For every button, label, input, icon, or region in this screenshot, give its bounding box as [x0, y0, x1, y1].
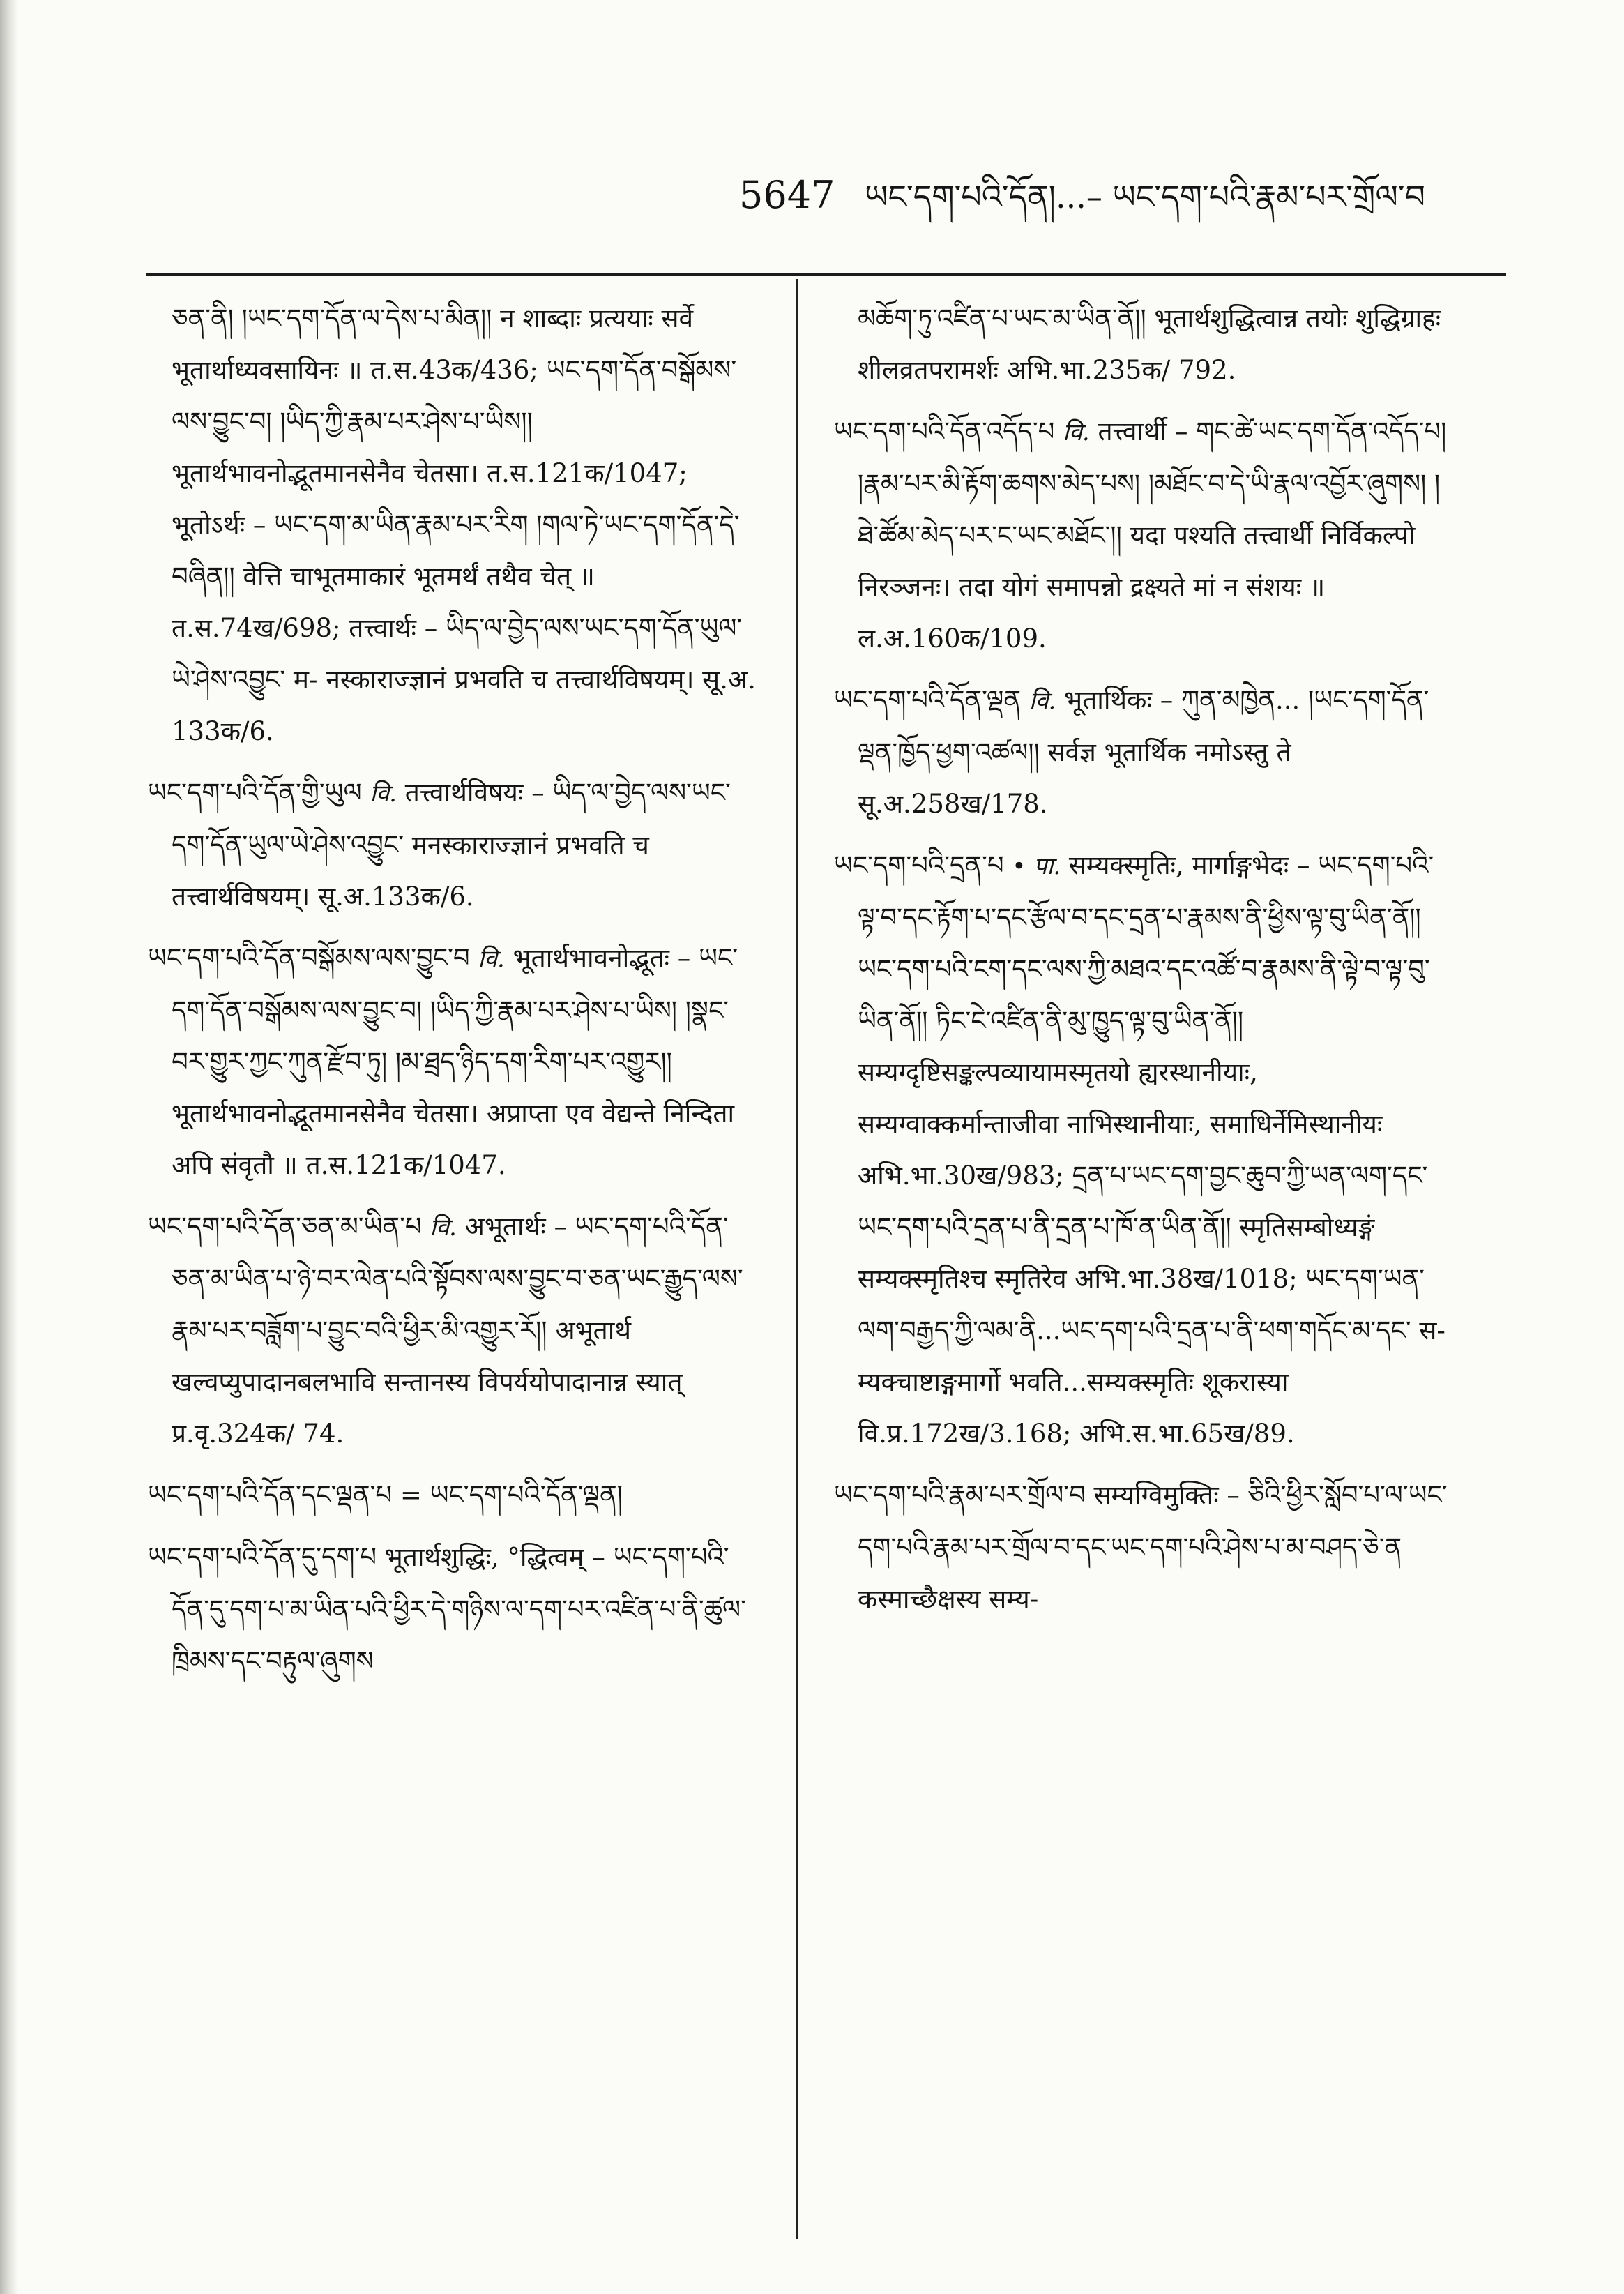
- continued-entry-text: ཅན་ནི། །ཡང་དག་དོན་ལ་དེས་པ་མིན།། न शाब्दाः प्रत्ययाः सर्वे भूतार्थाध्यवसायिनः ॥ त.स.43क/436; ཡང་དག་དོན་བསྒོམས་ལས་བྱུང་བ། །ཡིད་ཀྱི་རྣམ་པར་ཤེས་པ་ཡིས།། भूतार्थभावनोद्भूतमानसेनैव चेतसा। त.स.121क/1047; भूतोऽर्थः – ཡང་དག་མ་ཡིན་རྣམ་པར་རིག །གལ་ཏེ་ཡང་དག་དོན་དེ་བཞིན།། वेत्ति चाभूतमाकारं भूतमर्थं तथैव चेत् ॥ त.स.74ख/698; तत्त्वार्थः – ཡིད་ལ་བྱེད་ལས་ཡང་དག་དོན་ཡུལ་ཡེ་ཤེས་འབྱུང་ म- नस्काराज्ज्ञानं प्रभवति च तत्त्वार्थविषयम्। सू.अ. 133क/6.: [172, 303, 756, 746]
- dictionary-entry: [834, 406, 1448, 665]
- entry-headword: ཡང་དག་པའི་དོན་བསྒོམས་ལས་བྱུང་བ: [148, 943, 470, 973]
- column-divider: [796, 279, 798, 2239]
- page-header: [739, 167, 1464, 223]
- entry-text: तत्त्वार्थी – གང་ཚེ་ཡང་དག་དོན་འདོད་པ། །རྣམ་པར་མི་རྟོག་ཆགས་མེད་པས། །མཐོང་བ་དེ་ཡི་རྣལ་འབྱོར་ཞུགས། །ཐེ་ཚོམ་མེད་པར་ང་ཡང་མཐོང་།། यदा पश्यति तत्त्वार्थी निर्विकल्पो निरञ्जनः। तदा योगं समापन्नो द्रक्ष्यते मां न संशयः ॥ ल.अ.160क/109.: [858, 416, 1447, 654]
- dictionary-entry: [834, 840, 1448, 1460]
- entry-headword: ཡང་དག་པའི་དོན་དང་ལྡན་པ: [148, 1480, 393, 1510]
- entry-headword: ཡང་དག་པའི་དོན་ཅན་མ་ཡིན་པ: [148, 1212, 422, 1242]
- entry-text: सम्यक्स्मृतिः, मार्गाङ्गभेदः – ཡང་དག་པའི་ལྟ་བ་དང་རྟོག་པ་དང་རྩོལ་བ་དང་དྲན་པ་རྣམས་ནི་ཕྱིས་ལྟ་བུ་ཡིན་ནོ།། ཡང་དག་པའི་ངག་དང་ལས་ཀྱི་མཐའ་དང་འཚོ་བ་རྣམས་ནི་ལྟེ་བ་ལྟ་བུ་ཡིན་ནོ།། ཏིང་ངེ་འཛིན་ནི་མུ་ཁྱུད་ལྟ་བུ་ཡིན་ནོ།། सम्यग्दृष्टिसङ्कल्पव्यायामस्मृतयो ह्यरस्थानीयाः, सम्यग्वाक्कर्मान्ताजीवा नाभिस्थानीयाः, समाधिर्नेमिस्थानीयः अभि.भा.30ख/983; དྲན་པ་ཡང་དག་བྱང་ཆུབ་ཀྱི་ཡན་ལག་དང་ཡང་དག་པའི་དྲན་པ་ནི་དྲན་པ་ཁོ་ན་ཡིན་ནོ།། स्मृतिसम्बोध्यङ्गं सम्यक्स्मृतिश्च स्मृतिरेव अभि.भा.38ख/1018; ཡང་དག་ཡན་ལག་བརྒྱད་ཀྱི་ལམ་ནི...ཡང་དག་པའི་དྲན་པ་ནི་ཕག་གདོང་མ་དང་ स- म्यक्चाष्टाङ्गमार्गो भवति...सम्यक्स्मृतिः शूकरास्या वि.प्र.172ख/3.168; अभि.स.भा.65ख/89.: [858, 850, 1445, 1449]
- dictionary-entry: [148, 767, 761, 923]
- entry-pos: वि.: [1029, 687, 1056, 715]
- entry-text: भूतार्थशुद्धिः, °द्धित्वम् – ཡང་དག་པའི་དོན་དུ་དག་པ་མ་ཡིན་པའི་ཕྱིར་དེ་གཉིས་ལ་དག་པར་འཛིན་པ་ནི་ཚུལ་ཁྲིམས་དང་བརྟུལ་ཞུགས: [172, 1542, 746, 1676]
- entry-text: तत्त्वार्थविषयः – ཡིད་ལ་བྱེད་ལས་ཡང་དག་དོན་ཡུལ་ཡེ་ཤེས་འབྱུང་ मनस्काराज्ज्ञानं प्रभवति च तत्त्वार्थविषयम्। सू.अ.133क/6.: [172, 778, 731, 912]
- entry-headword: ཡང་དག་པའི་རྣམ་པར་གྲོལ་བ: [834, 1480, 1086, 1510]
- entry-text: भूतार्थिकः – ཀུན་མཁྱེན... །ཡང་དག་དོན་ལྡན་ཁྱོད་ཕྱག་འཚལ།། सर्वज्ञ भूतार्थिक नमोऽस्तु ते सू.अ.258ख/178.: [858, 685, 1429, 819]
- continued-entry-text: མཆོག་ཏུ་འཛིན་པ་ཡང་མ་ཡིན་ནོ།། भूतार्थशुद्धित्वान्न तयोः शुद्धिग्राहः शीलव्रतपरामर्शः अभि.भा.235क/ 792.: [858, 303, 1441, 385]
- entry-headword: ཡང་དག་པའི་དོན་གྱི་ཡུལ: [148, 778, 362, 808]
- dictionary-entry: [834, 674, 1448, 830]
- entry-pos: वि.: [430, 1214, 457, 1242]
- dictionary-entry: [148, 1532, 761, 1687]
- page-number: 5647: [739, 173, 835, 217]
- entry-pos: • पा.: [1012, 852, 1061, 880]
- dictionary-entry: [148, 933, 761, 1191]
- entry-text: सम्यग्विमुक्तिः – ཅིའི་ཕྱིར་སློབ་པ་ལ་ཡང་དག་པའི་རྣམ་པར་གྲོལ་བ་དང་ཡང་དག་པའི་ཤེས་པ་མ་བཤད་ཅེ་ན कस्माच्छैक्षस्य सम्य-: [858, 1480, 1448, 1614]
- entry-headword: ཡང་དག་པའི་དྲན་པ: [834, 850, 1004, 880]
- entry-headword: ཡང་དག་པའི་དོན་དུ་དག་པ: [148, 1542, 377, 1572]
- scan-binding-edge: [0, 0, 18, 2294]
- entry-pos: वि.: [370, 780, 397, 808]
- entry-headword: ཡང་དག་པའི་དོན་ལྡན: [834, 685, 1022, 715]
- entry-text: = ཡང་དག་པའི་དོན་ལྡན།: [400, 1480, 623, 1510]
- right-column: [834, 293, 1448, 2246]
- entry-headword: ཡང་དག་པའི་དོན་འདོད་པ: [834, 416, 1055, 446]
- running-title: ཡང་དག་པའི་དོན།...– ཡང་དག་པའི་རྣམ་པར་གྲོལ་བ: [865, 178, 1425, 216]
- entry-text: अभूतार्थः – ཡང་དག་པའི་དོན་ཅན་མ་ཡིན་པ་ཉེ་བར་ལེན་པའི་སྟོབས་ལས་བྱུང་བ་ཅན་ཡང་རྒྱུད་ལས་རྣམ་པར་བཟློག་པ་བྱུང་བའི་ཕྱིར་མི་འགྱུར་རོ།། अभूतार्थ खल्वप्युपादानबलभावि सन्तानस्य विपर्ययोपादानान्न स्यात् प्र.वृ.324क/ 74.: [172, 1212, 743, 1449]
- entry-pos: वि.: [1063, 418, 1090, 446]
- left-column: [148, 293, 761, 2246]
- entry-text: भूतार्थभावनोद्भूतः – ཡང་དག་དོན་བསྒོམས་ལས་བྱུང་བ། །ཡིད་ཀྱི་རྣམ་པར་ཤེས་པ་ཡིས། །སྣང་བར་གྱུར་ཀྱང་ཀུན་རྫོབ་ཏུ། །མ་ཐྲད་ཉིད་དག་རིག་པར་འགྱུར།། भूतार्थभावनोद्भूतमानसेनैव चेतसा। अप्राप्ता एव वेद्यन्ते निन्दिता अपि संवृतौ ॥ त.स.121क/1047.: [172, 943, 738, 1180]
- header-rule: [146, 273, 1506, 276]
- dictionary-entry: [148, 1470, 761, 1522]
- entry-pos: वि.: [478, 945, 505, 973]
- dictionary-entry: [834, 1470, 1448, 1625]
- dictionary-entry: [148, 1201, 761, 1460]
